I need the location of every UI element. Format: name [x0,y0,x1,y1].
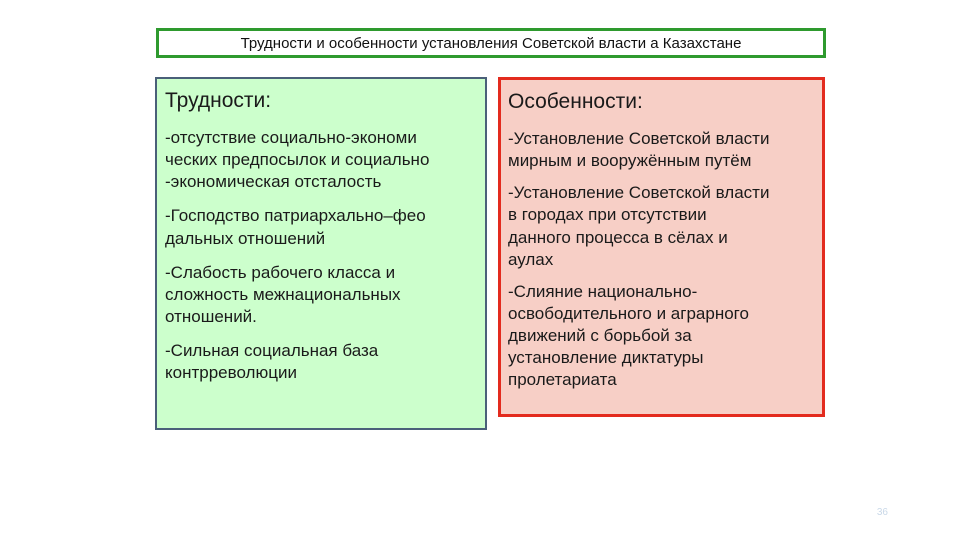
feature-item: -Установление Советской власти мирным и вооружённым путём [508,129,770,171]
slide-title-box [156,28,826,58]
slide-title: Трудности и особенности установления Советской власти а Казахстане [240,34,742,52]
difficulties-heading: Трудности: [165,89,272,112]
difficulty-item: -Слабость рабочего класса и сложность межнациональных отношений. [165,262,401,326]
difficulties-panel [155,77,487,430]
feature-item: -Установление Советской власти в городах при отсутствии данного процесса в сёлах и аулах [508,183,770,269]
difficulty-item: -Сильная социальная база контрреволюции [165,340,379,382]
difficulty-item: -Господство патриархально–фео дальных отношений [165,206,426,248]
difficulty-item: -отсутствие социально-экономи ческих предпосылок и социально -экономическая отсталость [165,128,430,192]
feature-item: -Слияние национально- освободительного и аграрного движений с борьбой за установление диктатуры пролетариата [508,281,749,390]
features-panel [498,77,825,417]
page-number: 36 [876,507,888,518]
features-heading: Особенности: [508,90,643,113]
